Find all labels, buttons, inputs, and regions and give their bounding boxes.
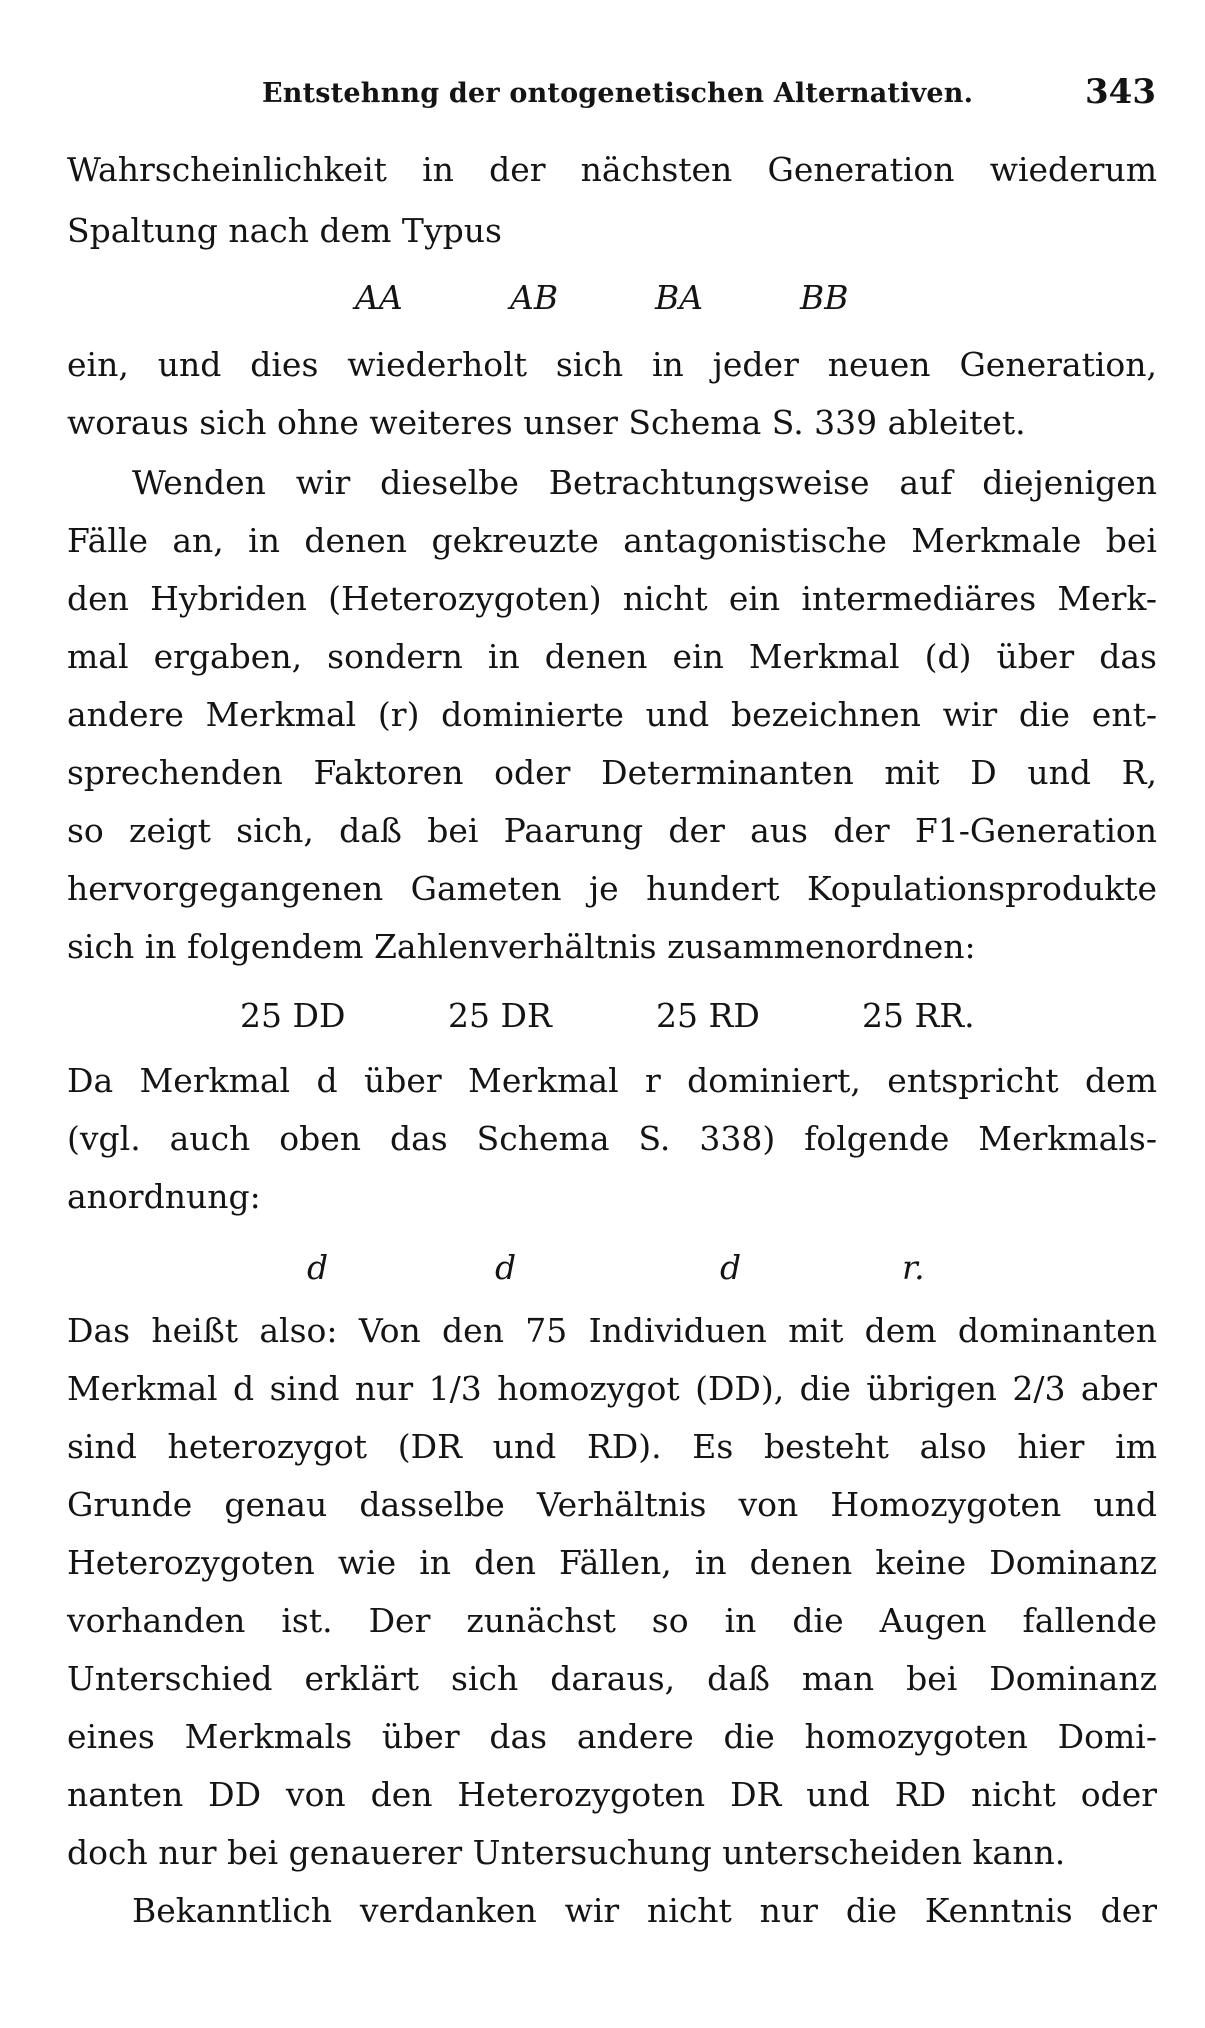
formula-term: d <box>495 1248 517 1287</box>
running-header <box>262 72 1162 122</box>
formula-term: BB <box>800 278 849 317</box>
text-line: Grunde genau dasselbe Verhältnis von Homozygoten und <box>67 1485 1157 1524</box>
running-title: Entstehnng der ontogenetischen Alternativen. <box>262 78 974 109</box>
text-line: sind heterozygot (DR und RD). Es besteht also hier im <box>67 1427 1157 1466</box>
text-line: ein, und dies wiederholt sich in jeder neuen Generation, <box>67 345 1157 384</box>
text-line: andere Merkmal (r) dominierte und bezeichnen wir die ent- <box>67 695 1157 734</box>
formula-traits <box>0 1240 1205 1296</box>
text-line: den Hybriden (Heterozygoten) nicht ein intermediäres Merk- <box>67 579 1157 618</box>
text-line: hervorgegangenen Gameten je hundert Kopulationsprodukte <box>67 869 1157 908</box>
text-line: Da Merkmal d über Merkmal r dominiert, entspricht dem <box>67 1061 1157 1100</box>
text-line: Das heißt also: Von den 75 Individuen mit dem dominanten <box>67 1311 1157 1350</box>
text-line: anordnung: <box>67 1177 261 1216</box>
text-line: eines Merkmals über das andere die homozygoten Domi- <box>67 1717 1157 1756</box>
text-line: Merkmal d sind nur 1/3 homozygot (DD), die übrigen 2/3 aber <box>67 1369 1157 1408</box>
formula-term: d <box>720 1248 742 1287</box>
text-line: Bekanntlich verdanken wir nicht nur die Kenntnis der <box>132 1891 1157 1930</box>
formula-term: 25 RR. <box>862 996 975 1035</box>
formula-term: 25 DR <box>448 996 552 1035</box>
text-line: Fälle an, in denen gekreuzte antagonistische Merkmale bei <box>67 521 1157 560</box>
text-line: Spaltung nach dem Typus <box>67 211 502 250</box>
formula-term: 25 RD <box>656 996 760 1035</box>
text-line: sich in folgendem Zahlenverhältnis zusammenordnen: <box>67 927 976 966</box>
text-line: mal ergaben, sondern in denen ein Merkmal (d) über das <box>67 637 1157 676</box>
formula-term: r. <box>902 1248 925 1287</box>
text-line: vorhanden ist. Der zunächst so in die Augen fallende <box>67 1601 1157 1640</box>
formula-term: AA <box>355 278 403 317</box>
text-line: so zeigt sich, daß bei Paarung der aus der F1-Generation <box>67 811 1157 850</box>
formula-counts <box>0 988 1205 1044</box>
text-line: sprechenden Faktoren oder Determinanten mit D und R, <box>67 753 1157 792</box>
text-line: (vgl. auch oben das Schema S. 338) folgende Merkmals- <box>67 1119 1157 1158</box>
text-line: Wahrscheinlichkeit in der nächsten Generation wiederum <box>67 150 1157 189</box>
text-line: Heterozygoten wie in den Fällen, in denen keine Dominanz <box>67 1543 1157 1582</box>
text-line: Unterschied erklärt sich daraus, daß man bei Dominanz <box>67 1659 1157 1698</box>
text-line: Wenden wir dieselbe Betrachtungsweise auf diejenigen <box>132 463 1157 502</box>
formula-term: d <box>307 1248 329 1287</box>
formula-genotypes <box>0 270 1205 326</box>
formula-term: 25 DD <box>240 996 346 1035</box>
page-number: 343 <box>1085 72 1156 112</box>
text-line: woraus sich ohne weiteres unser Schema S. 339 ableitet. <box>67 403 1026 442</box>
text-line: nanten DD von den Heterozygoten DR und RD nicht oder <box>67 1775 1157 1814</box>
formula-term: AB <box>510 278 559 317</box>
text-line: doch nur bei genauerer Untersuchung unterscheiden kann. <box>67 1833 1066 1872</box>
formula-term: BA <box>655 278 704 317</box>
